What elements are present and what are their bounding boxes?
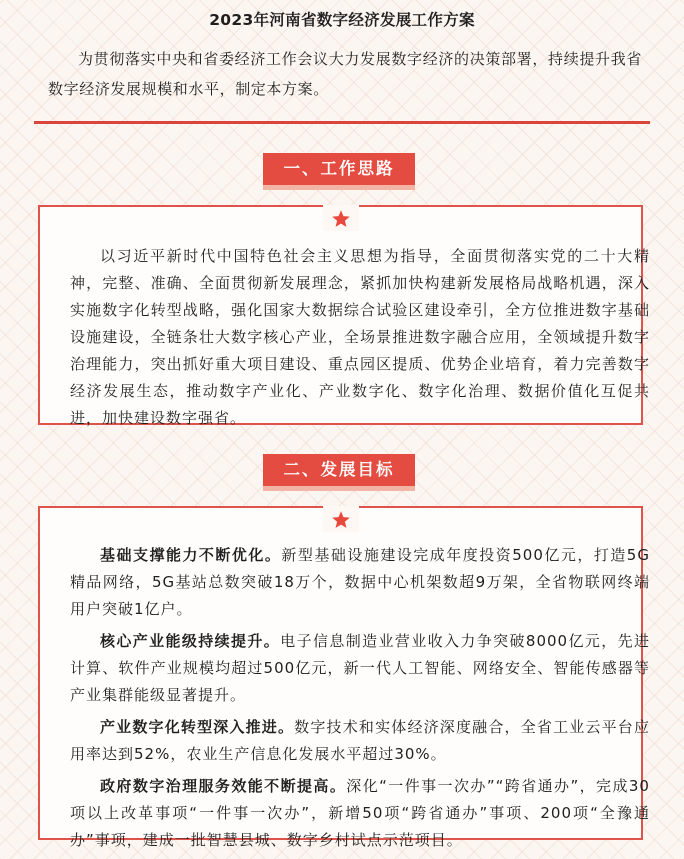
goal-item-infrastructure [70, 542, 650, 623]
section-box-work-ideas [38, 205, 650, 427]
goal-item-lead: 核心产业能级持续提升。 [100, 632, 281, 650]
goal-item-lead: 产业数字化转型深入推进。 [100, 718, 295, 736]
goal-item-core-industry [70, 628, 650, 709]
star-icon [323, 506, 359, 532]
section-heading-goals: 二、发展目标 [263, 454, 415, 491]
goal-item-text: 电子信息制造业营业收入力争突破8000亿元，先进计算、软件产业规模均超过500亿元，新一代人工智能、网络安全、智能传感器等产业集群能级显著提升。 [70, 632, 650, 704]
goals-list [70, 542, 650, 859]
document-title: 2023年河南省数字经济发展工作方案 [209, 11, 475, 29]
star-icon [323, 205, 359, 231]
section-body-work-ideas: 以习近平新时代中国特色社会主义思想为指导，全面贯彻落实党的二十大精神，完整、准确、全面贯彻新发展理念，紧抓加快构建新发展格局战略机遇，深入实施数字化转型战略，强化国家大数据综合试验区建设牵引，全方位推进数字基础设施建设，全链条壮大数字核心产业，全场景推进数字融合应用，全领域提升数字治理能力，突出抓好重大项目建设、重点园区提质、优势企业培育，着力完善数字经济发展生态，推动数字产业化、产业数字化、数字化治理、数据价值化互促共进，加快建设数字强省。 [70, 247, 650, 427]
star-icon-shape [331, 209, 351, 229]
goal-item-government-governance [70, 773, 650, 854]
goal-item-text: 深化“一件事一次办”“跨省通办”，完成30项以上改革事项“一件事一次办”，新增50项“跨省通办”事项、200项“全豫通办”事项，建成一批智慧县城、数字乡村试点示范项目。 [70, 777, 650, 849]
intro-paragraph: 为贯彻落实中央和省委经济工作会议大力发展数字经济的决策部署，持续提升我省数字经济发展规模和水平，制定本方案。 [48, 50, 642, 98]
goal-item-lead: 基础支撑能力不断优化。 [100, 546, 282, 564]
goal-item-industrial-digitalization [70, 714, 650, 768]
goal-item-lead: 政府数字治理服务效能不断提高。 [100, 777, 347, 795]
section-box-goals [38, 506, 650, 849]
section-heading-work-ideas: 一、工作思路 [263, 153, 415, 190]
goal-item-text: 新型基础设施建设完成年度投资500亿元，打造5G精品网络，5G基站总数突破18万个，数据中心机架数超9万架，全省物联网终端用户突破1亿户。 [70, 546, 650, 618]
goal-item-text: 数字技术和实体经济深度融合，全省工业云平台应用率达到52%，农业生产信息化发展水平超过30%。 [70, 718, 650, 763]
divider-rule [34, 121, 650, 124]
star-icon-shape [331, 510, 351, 530]
